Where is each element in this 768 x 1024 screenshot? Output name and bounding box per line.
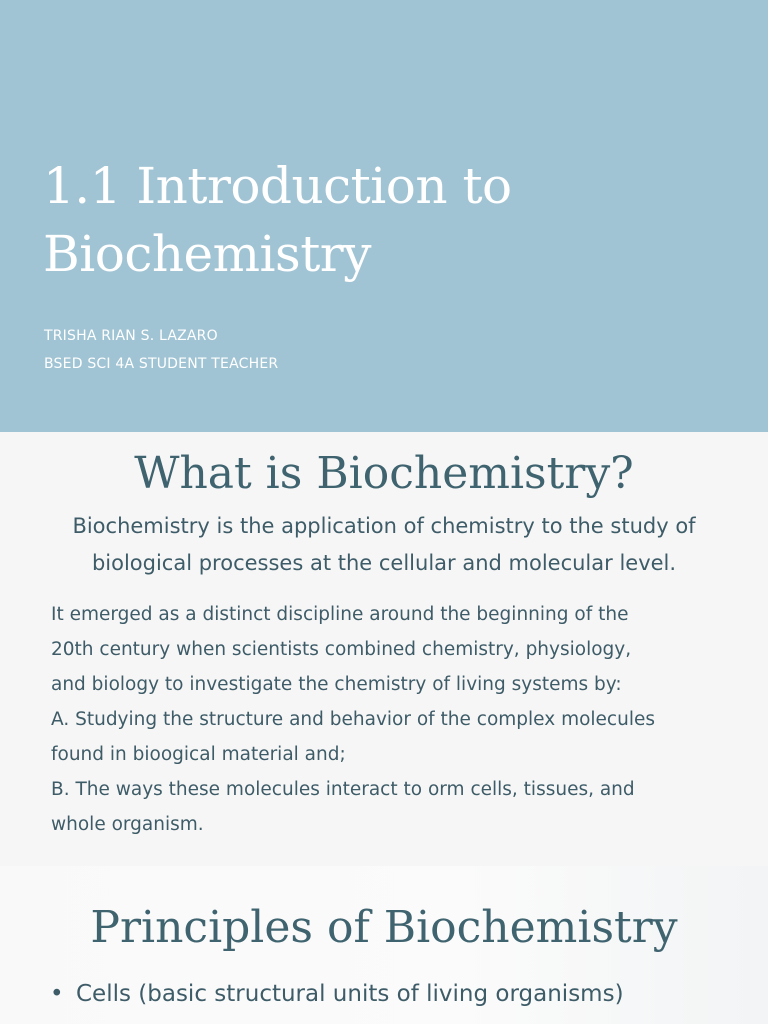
bullet-text: Cells (basic structural units of living organisms) [76, 981, 624, 1007]
title-line-1: 1.1 Introduction to [43, 157, 512, 215]
body-line: A. Studying the structure and behavior of the complex molecules [51, 709, 655, 730]
definition-paragraph [40, 508, 728, 582]
body-line: and biology to investigate the chemistry of living systems by: [51, 674, 622, 695]
body-line: whole organism. [51, 814, 204, 835]
what-is-heading: What is Biochemistry? [134, 448, 634, 499]
author-name: TRISHA RIAN S. LAZARO [44, 328, 218, 344]
presentation-title [43, 152, 512, 288]
definition-line-2: biological processes at the cellular and molecular level. [91, 551, 677, 575]
title-subtitle [44, 322, 278, 378]
body-line: 20th century when scientists combined chemistry, physiology, [51, 639, 632, 660]
author-role: BSED SCI 4A STUDENT TEACHER [44, 356, 279, 372]
body-line: B. The ways these molecules interact to orm cells, tissues, and [51, 779, 635, 800]
history-paragraph [51, 597, 741, 842]
title-line-2: Biochemistry [43, 225, 371, 283]
bullet-list-item [50, 974, 624, 1014]
body-line: found in bioogical material and; [51, 744, 346, 765]
definition-line-1: Biochemistry is the application of chemistry to the study of [72, 514, 696, 538]
principles-heading: Principles of Biochemistry [90, 902, 678, 953]
body-line: It emerged as a distinct discipline around the beginning of the [51, 604, 629, 625]
bullet-dot-icon: • [50, 981, 64, 1007]
